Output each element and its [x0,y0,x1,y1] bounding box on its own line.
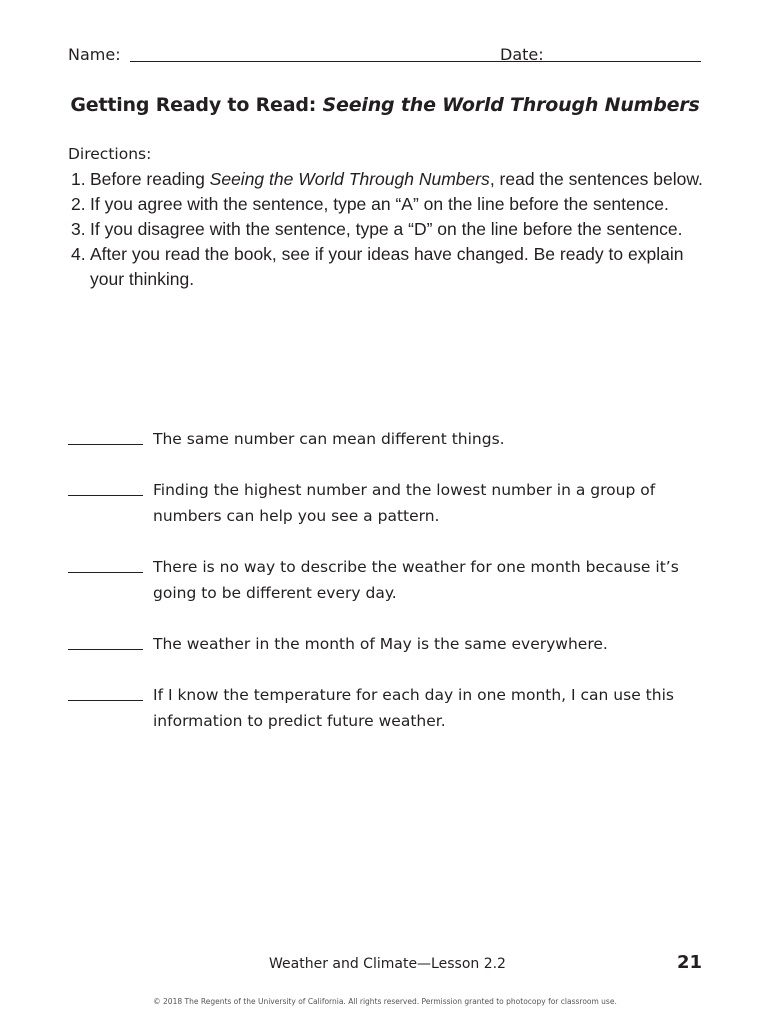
statement-text: Finding the highest number and the lowest number in a group of numbers can help you see a pattern. [153,481,656,525]
direction-item [62,217,712,242]
statement-row [68,554,708,606]
page-number: 21 [676,952,702,973]
answer-blank[interactable] [68,495,143,496]
direction-number: 4. [71,244,86,264]
direction-text: If you disagree with the sentence, type a “D” on the line before the sentence. [90,219,683,239]
name-label: Name: [68,45,121,64]
statement-text: If I know the temperature for each day in one month, I can use this information to predict future weather. [153,686,674,730]
direction-text: After you read the book, see if your ideas have changed. Be ready to explain your thinking. [90,244,684,289]
answer-blank[interactable] [68,649,143,650]
statement-text: The same number can mean different things. [153,430,505,448]
direction-text-after: , read the sentences below. [489,169,703,189]
title-book-name: Seeing the World Through Numbers [322,94,700,116]
name-date-row [68,44,702,66]
answer-blank[interactable] [68,700,143,701]
footer-lesson: Weather and Climate—Lesson 2.2 [269,956,506,972]
direction-number: 3. [71,219,86,239]
date-field-line[interactable] [551,61,701,62]
direction-book-title: Seeing the World Through Numbers [209,169,490,189]
statements-list [68,426,708,734]
title-prefix: Getting Ready to Read: [70,94,323,116]
statement-row [68,426,708,452]
direction-number: 2. [71,194,86,214]
directions-label: Directions: [68,145,152,163]
direction-item [62,242,712,292]
answer-blank[interactable] [68,444,143,445]
direction-item [62,192,712,217]
answer-blank[interactable] [68,572,143,573]
direction-text: If you agree with the sentence, type an “A” on the line before the sentence. [90,194,669,214]
statement-row [68,477,708,529]
direction-text-before: Before reading [90,169,210,189]
statement-row [68,682,708,734]
statement-text: There is no way to describe the weather for one month because it’s going to be different every day. [153,558,679,602]
statement-text: The weather in the month of May is the same everywhere. [153,635,608,653]
directions-list [62,167,712,292]
page-title [0,94,770,116]
name-field-line[interactable] [130,61,562,62]
direction-number: 1. [71,169,86,189]
direction-item [62,167,712,192]
date-label: Date: [500,45,544,64]
statement-row [68,631,708,657]
copyright-notice: © 2018 The Regents of the University of California. All rights reserved. Permission granted to photocopy for classroom use. [153,997,617,1006]
